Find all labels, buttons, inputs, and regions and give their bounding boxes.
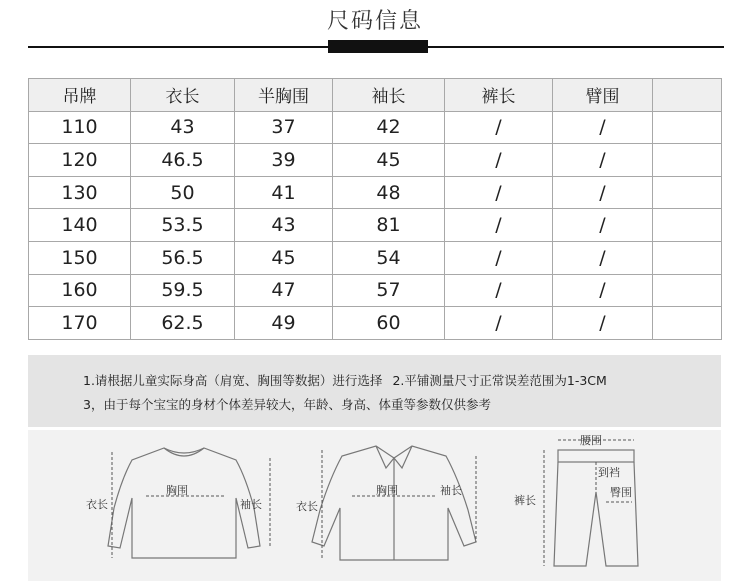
pants-outline-icon [514, 432, 674, 578]
table-row [29, 111, 722, 144]
cell-sleeve: 48 [333, 176, 445, 209]
cell-size: 120 [29, 144, 131, 177]
cell-chest: 49 [235, 307, 333, 340]
cell-size: 170 [29, 307, 131, 340]
cell-arm: / [553, 307, 653, 340]
size-table [28, 78, 722, 340]
label-arm: 臀围 [610, 486, 632, 499]
cell-size: 110 [29, 111, 131, 144]
cell-sleeve: 60 [333, 307, 445, 340]
cell-empty [653, 111, 722, 144]
table-row [29, 274, 722, 307]
header-arm: 臂围 [553, 79, 653, 112]
cell-arm: / [553, 241, 653, 274]
cell-sleeve: 57 [333, 274, 445, 307]
table-row [29, 176, 722, 209]
label-pants-length: 裤长 [514, 494, 536, 507]
note-line-1 [83, 369, 721, 393]
table-row [29, 144, 722, 177]
tshirt-diagram [86, 438, 286, 578]
pants-diagram [514, 432, 674, 578]
cell-empty [653, 209, 722, 242]
cell-pants: / [445, 176, 553, 209]
header-empty [653, 79, 722, 112]
cell-empty [653, 176, 722, 209]
note-1: 1.请根据儿童实际身高（肩宽、胸围等数据）进行选择 [83, 373, 383, 388]
label-sleeve: 袖长 [440, 484, 462, 497]
label-chest: 胸围 [166, 484, 188, 497]
cell-arm: / [553, 209, 653, 242]
title-divider-accent [328, 40, 428, 53]
note-2: 2.平铺测量尺寸正常误差范围为1-3CM [392, 373, 607, 388]
cell-sleeve: 54 [333, 241, 445, 274]
cell-chest: 43 [235, 209, 333, 242]
cell-arm: / [553, 176, 653, 209]
table-header-row [29, 79, 722, 112]
cell-size: 160 [29, 274, 131, 307]
cell-sleeve: 45 [333, 144, 445, 177]
cell-sleeve: 42 [333, 111, 445, 144]
table-row [29, 307, 722, 340]
cell-chest: 47 [235, 274, 333, 307]
header-sleeve: 袖长 [333, 79, 445, 112]
cell-pants: / [445, 209, 553, 242]
shirt-outline-icon [290, 438, 500, 578]
page-title: 尺码信息 [326, 9, 423, 34]
cell-empty [653, 144, 722, 177]
label-length: 衣长 [296, 500, 318, 513]
label-chest: 胸围 [376, 484, 398, 497]
cell-arm: / [553, 111, 653, 144]
cell-length: 62.5 [131, 307, 235, 340]
header-tag-size: 吊牌 [29, 79, 131, 112]
cell-chest: 45 [235, 241, 333, 274]
cell-arm: / [553, 144, 653, 177]
cell-pants: / [445, 241, 553, 274]
notes-box [28, 355, 721, 427]
cell-size: 150 [29, 241, 131, 274]
table-row [29, 209, 722, 242]
label-length: 衣长 [86, 498, 108, 511]
cell-pants: / [445, 111, 553, 144]
cell-arm: / [553, 274, 653, 307]
cell-size: 140 [29, 209, 131, 242]
cell-length: 56.5 [131, 241, 235, 274]
label-waist: 腰围 [580, 434, 602, 447]
cell-chest: 39 [235, 144, 333, 177]
cell-length: 50 [131, 176, 235, 209]
cell-chest: 37 [235, 111, 333, 144]
cell-length: 43 [131, 111, 235, 144]
cell-length: 59.5 [131, 274, 235, 307]
header-length: 衣长 [131, 79, 235, 112]
shirt-diagram [290, 438, 500, 578]
label-sleeve: 袖长 [240, 498, 262, 511]
cell-empty [653, 307, 722, 340]
cell-empty [653, 241, 722, 274]
header-half-chest: 半胸围 [235, 79, 333, 112]
cell-length: 53.5 [131, 209, 235, 242]
cell-size: 130 [29, 176, 131, 209]
measurement-figures [28, 430, 721, 581]
cell-chest: 41 [235, 176, 333, 209]
cell-sleeve: 81 [333, 209, 445, 242]
header-pants-length: 裤长 [445, 79, 553, 112]
cell-pants: / [445, 307, 553, 340]
cell-length: 46.5 [131, 144, 235, 177]
cell-pants: / [445, 274, 553, 307]
label-crotch: 到裆 [598, 466, 620, 479]
table-row [29, 241, 722, 274]
cell-pants: / [445, 144, 553, 177]
note-3: 3，由于每个宝宝的身材个体差异较大，年龄、身高、体重等参数仅供参考 [83, 397, 491, 412]
cell-empty [653, 274, 722, 307]
